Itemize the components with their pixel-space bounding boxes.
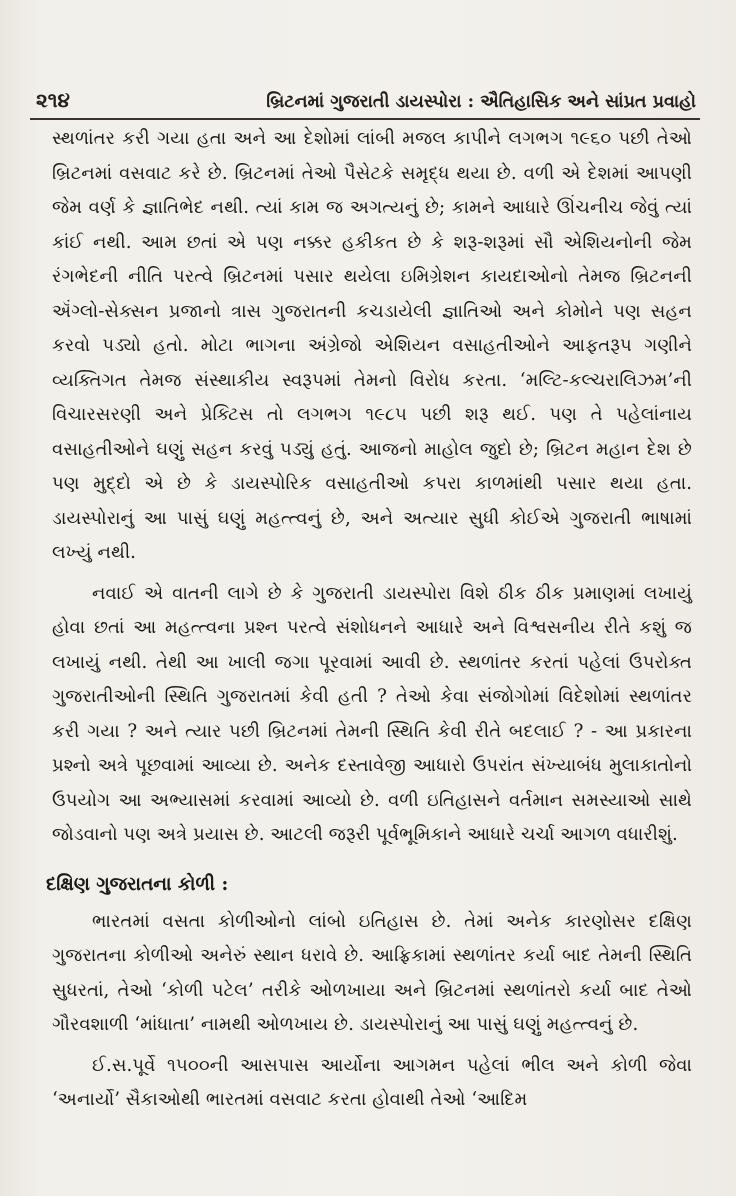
paragraph-4: ઈ.સ.પૂર્વે ૧૫૦૦ની આસપાસ આર્યોના આગમન પહેલાં ભીલ અને કોળી જેવા ‘અનાર્યો’ સૈકાઓથી ભારતમાં વસવાટ કરતા હોવાથી તેઓ ‘આદિમ <box>52 1054 692 1110</box>
paragraph-2: નવાઈ એ વાતની લાગે છે કે ગુજરાતી ડાયસ્પોરા વિશે ઠીક ઠીક પ્રમાણમાં લખાયું હોવા છતાં આ મહત્ત્વના પ્રશ્ન પરત્વે સંશોધનને આધારે અને વિશ્વસનીય રીતે કશું જ લખાયું નથી. તેથી આ ખાલી જગા પૂરવામાં આવી છે. સ્થળાંતર કરતાં પહેલાં ઉપરોક્ત ગુજરાતીઓની સ્થિતિ ગુજરાતમાં કેવી હતી ? તેઓ કેવા સંજોગોમાં વિદેશોમાં સ્થળાંતર કરી ગયા ? અને ત્યાર પછી બ્રિટનમાં તેમની સ્થિતિ કેવી રીતે બદલાઈ ? - આ પ્રકારના પ્રશ્નો અત્રે પૂછવામાં આવ્યા છે. અનેક દસ્તાવેજી આધારો ઉપરાંત સંખ્યાબંધ મુલાકાતોનો ઉપયોગ આ અભ્યાસમાં કરવામાં આવ્યો છે. વળી ઇતિહાસને વર્તમાન સમસ્યાઓ સાથે જોડવાનો પણ અત્રે પ્રયાસ છે. આટલી જરૂરી પૂર્વભૂમિકાને આધારે ચર્ચા આગળ વધારીશું. <box>52 582 692 845</box>
header-rule <box>30 118 700 120</box>
paragraph-3: ભારતમાં વસતા કોળીઓનો લાંબો ઇતિહાસ છે. તેમાં અનેક કારણોસર દક્ષિણ ગુજરાતના કોળીઓ અનેરું સ્થાન ધરાવે છે. આફ્રિકામાં સ્થળાંતર કર્યા બાદ તેમની સ્થિતિ સુધરતાં, તેઓ ‘કોળી પટેલ’ તરીકે ઓળખાયા અને બ્રિટનમાં સ્થળાંતરો કર્યા બાદ તેઓ ગૌરવશાળી ‘માંધાતા’ નામથી ઓળખાય છે. ડાયસ્પોરાનું આ પાસું ઘણું મહત્ત્વનું છે. <box>52 910 692 1035</box>
paragraph-1: સ્થળાંતર કરી ગયા હતા અને આ દેશોમાં લાંબી મજલ કાપીને લગભગ ૧૯૬૦ પછી તેઓ બ્રિટનમાં વસવાટ કરે છે. બ્રિટનમાં તેઓ પૈસેટકે સમૃદ્ધ થયા છે. વળી એ દેશમાં આપણી જેમ વર્ણ કે જ્ઞાતિભેદ નથી. ત્યાં કામ જ અગત્યનું છે; કામને આધારે ઊંચનીચ જેવું ત્યાં કાંઈ નથી. આમ છતાં એ પણ નક્કર હકીકત છે કે શરૂ-શરૂમાં સૌ એશિયનોની જેમ રંગભેદની નીતિ પરત્વે બ્રિટનમાં પસાર થયેલા ઇમિગ્રેશન કાયદાઓનો તેમજ બ્રિટનની ઍંગ્લો-સેક્સન પ્રજાનો ત્રાસ ગુજરાતની કચડાયેલી જ્ઞાતિઓ અને કોમોને પણ સહન કરવો પડ્યો હતો. મોટા ભાગના અંગ્રેજો એશિયન વસાહતીઓને આફતરૂપ ગણીને વ્યક્તિગત તેમજ સંસ્થાકીય સ્વરૂપમાં તેમનો વિરોધ કરતા. ‘મલ્ટિ-કલ્ચરાલિઝમ’ની વિચારસરણી અને પ્રેક્ટિસ તો લગભગ ૧૯૮૫ પછી શરૂ થઈ. પણ તે પહેલાંનાય વસાહતીઓને ઘણું સહન કરવું પડ્યું હતું. આજનો માહોલ જુદો છે; બ્રિટન મહાન દેશ છે પણ મુદ્દો એ છે કે ડાયસ્પોરિક વસાહતીઓ કપરા કાળમાંથી પસાર થયા હતા. ડાયસ્પોરાનું આ પાસું ઘણું મહત્ત્વનું છે, અને અત્યાર સુધી કોઈએ ગુજરાતી ભાષામાં લખ્યું નથી. <box>52 128 692 563</box>
page-header <box>36 78 696 112</box>
page-body <box>46 122 692 1118</box>
page-number: ૨૧૪ <box>36 88 70 112</box>
running-title: બ્રિટનમાં ગુજરાતી ડાયસ્પોરા : ઐતિહાસિક અને સાંપ્રત પ્રવાહો <box>266 92 696 112</box>
section-heading: દક્ષિણ ગુજરાતના કોળી : <box>46 873 229 895</box>
